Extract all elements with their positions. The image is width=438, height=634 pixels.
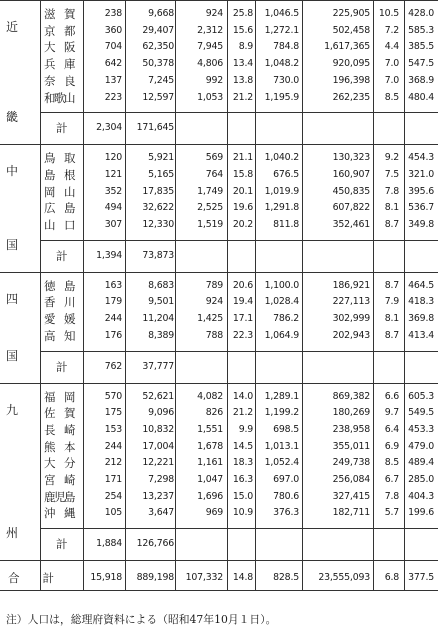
subtotal-label: 計 [56, 537, 68, 552]
prefecture-row-value-7: 7.8 [384, 490, 399, 502]
prefecture-row-value-5: 1,272.1 [264, 24, 299, 36]
grand-total-row-value-3: 107,332 [185, 572, 223, 584]
grid-line [0, 590, 438, 591]
prefecture-row-value-1: 179 [104, 296, 122, 308]
prefecture-row-value-7: 8.7 [384, 329, 399, 341]
prefecture-row-value-1: 176 [104, 329, 122, 341]
prefecture-row-value-5: 698.5 [273, 423, 299, 435]
prefecture-row-value-2: 3,647 [148, 507, 174, 519]
prefecture-row-value-1: 163 [104, 279, 122, 291]
prefecture-row-value-1: 642 [104, 58, 122, 70]
region-label: 九 [6, 402, 19, 417]
prefecture-row-value-7: 9.7 [384, 407, 399, 419]
prefecture-row-value-6: 225,905 [332, 8, 370, 19]
prefecture-row-value-1: 171 [104, 474, 122, 485]
grand-total-row-value-6: 23,555,093 [318, 572, 370, 584]
prefecture-row-value-6: 256,084 [332, 474, 370, 485]
prefecture-row-value-8: 428.0 [408, 8, 434, 19]
prefecture-row-value-7: 7.9 [384, 296, 399, 308]
prefecture-row-value-8: 368.9 [408, 74, 434, 86]
grid-line [40, 112, 438, 113]
prefecture-row-value-1: 212 [104, 457, 122, 469]
prefecture-row-value-7: 10.5 [378, 8, 399, 19]
prefecture-row-value-5: 811.8 [273, 219, 299, 230]
prefecture-row-value-2: 9,501 [148, 296, 174, 308]
prefecture-row-value-6: 607,822 [332, 202, 370, 214]
prefecture-row-value-5: 1,064.9 [264, 329, 299, 341]
prefecture-row-value-2: 32,622 [142, 202, 174, 214]
prefecture-row-value-6: 869,382 [332, 390, 370, 402]
prefecture-row-value-5: 676.5 [273, 168, 299, 180]
prefecture-row-value-2: 17,004 [142, 440, 174, 452]
prefecture-row-value-6: 130,323 [332, 152, 370, 164]
prefecture-row-value-3: 992 [205, 74, 223, 86]
prefecture-row-value-4: 10.9 [232, 507, 253, 519]
prefecture-row-value-3: 826 [205, 407, 223, 419]
prefecture-row-value-5: 1,040.2 [264, 152, 299, 164]
prefecture-row-value-7: 6.6 [384, 390, 399, 402]
prefecture-row-value-8: 413.4 [408, 329, 434, 341]
prefecture-row-value-4: 13.8 [232, 74, 253, 86]
prefecture-name: 和歌山 [44, 90, 74, 105]
prefecture-row-value-6: 196,398 [332, 74, 370, 86]
prefecture-row-value-3: 1,161 [197, 457, 223, 469]
prefecture-row-value-5: 1,013.1 [264, 440, 299, 452]
prefecture-row-value-6: 160,907 [332, 168, 370, 180]
prefecture-row-value-4: 9.9 [238, 423, 253, 435]
grid-line [302, 0, 303, 590]
prefecture-row-value-7: 7.8 [384, 185, 399, 197]
subtotal-label: 計 [56, 359, 68, 374]
prefecture-row-value-8: 479.0 [408, 440, 434, 452]
prefecture-row-value-7: 8.5 [384, 91, 399, 103]
prefecture-row-value-8: 199.6 [408, 507, 434, 519]
prefecture-name: 岡 山 [44, 184, 74, 199]
prefecture-row-value-5: 1,052.4 [264, 457, 299, 469]
prefecture-row-value-4: 19.6 [232, 202, 253, 214]
prefecture-row-value-1: 223 [104, 91, 122, 103]
prefecture-row-value-4: 20.1 [232, 185, 253, 197]
prefecture-row-value-8: 464.5 [408, 279, 434, 291]
prefecture-name: 佐 賀 [44, 406, 74, 421]
prefecture-row-value-1: 244 [104, 440, 122, 452]
grand-total-row-value-2: 889,198 [136, 572, 174, 584]
subtotal-label: 計 [56, 121, 68, 136]
prefecture-row-value-1: 121 [104, 168, 122, 180]
prefecture-name: 大 阪 [44, 40, 74, 55]
prefecture-row-value-3: 4,806 [197, 58, 223, 70]
prefecture-row-value-3: 1,749 [197, 185, 223, 197]
grid-line [40, 351, 438, 352]
prefecture-row-value-7: 7.0 [384, 58, 399, 70]
prefecture-row-value-7: 6.9 [384, 440, 399, 452]
prefecture-row-value-4: 20.6 [232, 279, 253, 291]
prefecture-row-value-6: 502,458 [332, 24, 370, 36]
grid-line [227, 0, 228, 590]
prefecture-row-value-8: 454.3 [408, 152, 434, 164]
prefecture-row-value-7: 6.7 [384, 474, 399, 485]
region-label: 国 [6, 237, 19, 252]
prefecture-row-value-3: 1,519 [197, 219, 223, 230]
prefecture-name: 香 川 [44, 295, 74, 310]
prefecture-row-value-4: 15.0 [232, 490, 253, 502]
region-label: 中 [6, 164, 19, 179]
prefecture-row-value-4: 18.3 [232, 457, 253, 469]
prefecture-row-value-5: 786.2 [273, 313, 299, 325]
prefecture-row-value-4: 25.8 [232, 8, 253, 19]
region-label: 近 [6, 20, 19, 34]
grid-line [404, 0, 405, 590]
prefecture-name: 兵 庫 [44, 57, 74, 72]
prefecture-row-value-8: 321.0 [408, 168, 434, 180]
prefecture-row-value-3: 1,425 [197, 313, 223, 325]
prefecture-row-value-2: 10,832 [142, 423, 174, 435]
prefecture-row-value-2: 50,378 [142, 58, 174, 70]
prefecture-row-value-6: 262,235 [332, 91, 370, 103]
prefecture-row-value-1: 360 [104, 24, 122, 36]
prefecture-row-value-2: 11,204 [142, 313, 174, 325]
prefecture-row-value-8: 404.3 [408, 490, 434, 502]
prefecture-row-value-2: 17,835 [142, 185, 174, 197]
prefecture-row-value-5: 1,291.8 [264, 202, 299, 214]
prefecture-row-value-5: 1,048.2 [264, 58, 299, 70]
prefecture-row-value-4: 17.1 [232, 313, 253, 325]
prefecture-row-value-8: 369.8 [408, 313, 434, 325]
grand-total-row-value-4: 14.8 [232, 572, 253, 584]
prefecture-row-value-8: 547.5 [408, 58, 434, 70]
prefecture-row-value-1: 254 [104, 490, 122, 502]
prefecture-row-value-7: 8.1 [384, 202, 399, 214]
prefecture-name: 山 口 [44, 218, 74, 232]
prefecture-row-value-5: 1,046.5 [264, 8, 299, 19]
prefecture-name: 熊 本 [44, 439, 74, 454]
prefecture-row-value-8: 585.3 [408, 24, 434, 36]
region-label: 四 [6, 291, 19, 306]
prefecture-row-value-8: 418.3 [408, 296, 434, 308]
prefecture-row-value-6: 450,835 [332, 185, 370, 197]
prefecture-row-value-8: 549.5 [408, 407, 434, 419]
prefecture-row-value-4: 8.9 [238, 41, 253, 53]
prefecture-row-value-8: 395.6 [408, 185, 434, 197]
prefecture-row-value-4: 21.2 [232, 407, 253, 419]
prefecture-row-value-6: 238,958 [332, 423, 370, 435]
subtotal-value-1: 762 [104, 360, 122, 372]
prefecture-row-value-6: 202,943 [332, 329, 370, 341]
prefecture-row-value-8: 480.4 [408, 91, 434, 103]
prefecture-row-value-5: 780.6 [273, 490, 299, 502]
subtotal-value-2: 171,645 [136, 122, 174, 134]
prefecture-row-value-6: 182,711 [332, 507, 370, 519]
grand-total-row-value-1: 15,918 [90, 572, 122, 584]
footnote: 注）人口は，総理府資料による（昭和47年10月１日）。 [6, 613, 277, 626]
grand-total-label: 合 計 [8, 571, 54, 586]
prefecture-row-value-6: 227,113 [332, 296, 370, 308]
prefecture-row-value-7: 5.7 [384, 507, 399, 519]
prefecture-row-value-6: 302,999 [332, 313, 370, 325]
prefecture-row-value-3: 1,678 [197, 440, 223, 452]
prefecture-row-value-3: 924 [205, 8, 223, 19]
prefecture-row-value-7: 7.5 [384, 168, 399, 180]
prefecture-row-value-6: 180,269 [332, 407, 370, 419]
prefecture-row-value-1: 137 [104, 74, 122, 86]
prefecture-row-value-2: 9,096 [148, 407, 174, 419]
prefecture-row-value-3: 789 [205, 279, 223, 291]
prefecture-row-value-1: 153 [104, 423, 122, 435]
subtotal-value-1: 1,394 [96, 249, 122, 261]
prefecture-row-value-1: 105 [104, 507, 122, 519]
prefecture-row-value-2: 7,298 [148, 474, 174, 485]
prefecture-row-value-3: 1,053 [197, 91, 223, 103]
prefecture-row-value-7: 8.5 [384, 457, 399, 469]
prefecture-row-value-8: 605.3 [408, 390, 434, 402]
prefecture-row-value-1: 120 [104, 152, 122, 164]
prefecture-row-value-3: 1,047 [197, 474, 223, 485]
prefecture-row-value-2: 5,165 [148, 168, 174, 180]
prefecture-row-value-6: 920,095 [332, 58, 370, 70]
grand-total-row-value-8: 377.5 [408, 572, 434, 584]
prefecture-row-value-8: 385.5 [408, 41, 434, 53]
prefecture-row-value-4: 21.2 [232, 91, 253, 103]
prefecture-row-value-5: 1,195.9 [264, 91, 299, 103]
subtotal-value-2: 73,873 [142, 249, 174, 261]
prefecture-row-value-3: 4,082 [197, 390, 223, 402]
prefecture-row-value-5: 730.0 [273, 74, 299, 86]
prefecture-row-value-3: 764 [205, 168, 223, 180]
grid-line [40, 528, 438, 529]
prefecture-name: 徳 島 [44, 278, 74, 293]
prefecture-row-value-1: 570 [104, 390, 122, 402]
prefecture-row-value-8: 536.7 [408, 202, 434, 214]
prefecture-row-value-4: 13.4 [232, 58, 253, 70]
prefecture-row-value-8: 349.8 [408, 219, 434, 230]
prefecture-row-value-5: 376.3 [273, 507, 299, 519]
prefecture-row-value-3: 2,312 [197, 24, 223, 36]
grid-line [40, 0, 41, 590]
prefecture-row-value-1: 352 [104, 185, 122, 197]
prefecture-row-value-7: 7.2 [384, 24, 399, 36]
prefecture-row-value-4: 16.3 [232, 474, 253, 485]
subtotal-value-2: 126,766 [136, 538, 174, 550]
prefecture-row-value-2: 8,683 [148, 279, 174, 291]
prefecture-row-value-6: 249,738 [332, 457, 370, 469]
prefecture-row-value-3: 569 [205, 152, 223, 164]
prefecture-name: 京 都 [44, 23, 74, 38]
prefecture-row-value-4: 19.4 [232, 296, 253, 308]
prefecture-name: 島 根 [44, 167, 74, 182]
prefecture-row-value-5: 1,100.0 [264, 279, 299, 291]
prefecture-row-value-2: 12,597 [142, 91, 174, 103]
prefecture-row-value-4: 21.1 [232, 152, 253, 164]
prefecture-row-value-5: 784.8 [273, 41, 299, 53]
prefecture-row-value-4: 14.0 [232, 390, 253, 402]
prefecture-row-value-2: 62,350 [142, 41, 174, 53]
prefecture-row-value-2: 5,921 [148, 152, 174, 164]
prefecture-row-value-2: 9,668 [148, 8, 174, 19]
prefecture-row-value-2: 13,237 [142, 490, 174, 502]
prefecture-name: 沖 縄 [44, 506, 74, 521]
prefecture-row-value-8: 453.3 [408, 423, 434, 435]
prefecture-row-value-4: 14.5 [232, 440, 253, 452]
prefecture-row-value-2: 7,245 [148, 74, 174, 86]
grid-line [40, 240, 438, 241]
prefecture-name: 鳥 取 [44, 151, 74, 166]
prefecture-row-value-8: 489.4 [408, 457, 434, 469]
grid-line [125, 0, 126, 590]
prefecture-row-value-6: 327,415 [332, 490, 370, 502]
prefecture-row-value-3: 788 [205, 329, 223, 341]
prefecture-row-value-3: 2,525 [197, 202, 223, 214]
grand-total-row-value-7: 6.8 [384, 572, 399, 584]
subtotal-label: 計 [56, 248, 68, 263]
prefecture-row-value-6: 1,617,365 [324, 41, 370, 53]
prefecture-row-value-2: 8,389 [148, 329, 174, 341]
prefecture-name: 広 島 [44, 201, 74, 216]
prefecture-name: 愛 媛 [44, 312, 74, 327]
prefecture-name: 滋 賀 [44, 7, 74, 21]
prefecture-row-value-4: 20.2 [232, 219, 253, 230]
prefecture-row-value-7: 8.1 [384, 313, 399, 325]
prefecture-name: 大 分 [44, 456, 74, 471]
prefecture-row-value-5: 697.0 [273, 474, 299, 485]
prefecture-row-value-6: 352,461 [332, 219, 370, 230]
prefecture-name: 高 知 [44, 328, 74, 343]
prefecture-row-value-6: 186,921 [332, 279, 370, 291]
prefecture-row-value-4: 15.6 [232, 24, 253, 36]
subtotal-value-1: 1,884 [96, 538, 122, 550]
prefecture-row-value-7: 9.2 [384, 152, 399, 164]
grid-line [255, 0, 256, 590]
prefecture-row-value-4: 15.8 [232, 168, 253, 180]
region-label: 州 [6, 526, 19, 541]
subtotal-value-1: 2,304 [96, 122, 122, 134]
prefecture-name: 奈 良 [44, 73, 74, 88]
prefecture-row-value-5: 1,199.2 [264, 407, 299, 419]
prefecture-row-value-1: 238 [104, 8, 122, 19]
prefecture-row-value-1: 244 [104, 313, 122, 325]
region-label: 畿 [6, 110, 19, 125]
prefecture-row-value-7: 8.7 [384, 279, 399, 291]
prefecture-row-value-7: 8.7 [384, 219, 399, 230]
prefecture-row-value-6: 355,011 [332, 440, 370, 452]
prefecture-row-value-2: 29,407 [142, 24, 174, 36]
grid-line [83, 0, 84, 590]
grid-line [373, 0, 374, 590]
prefecture-name: 宮 崎 [44, 473, 74, 487]
prefecture-row-value-5: 1,289.1 [264, 390, 299, 402]
prefecture-row-value-1: 494 [104, 202, 122, 214]
prefecture-row-value-2: 12,221 [142, 457, 174, 469]
prefecture-row-value-4: 22.3 [232, 329, 253, 341]
prefecture-row-value-7: 7.0 [384, 74, 399, 86]
prefecture-row-value-3: 7,945 [197, 41, 223, 53]
prefecture-row-value-3: 969 [205, 507, 223, 519]
prefecture-row-value-7: 4.4 [384, 41, 399, 53]
prefecture-row-value-7: 6.4 [384, 423, 399, 435]
prefecture-row-value-3: 924 [205, 296, 223, 308]
prefecture-name: 鹿児島 [44, 489, 74, 504]
subtotal-value-2: 37,777 [142, 360, 174, 372]
grid-line [175, 0, 176, 590]
prefecture-row-value-2: 52,621 [142, 390, 174, 402]
prefecture-name: 福 岡 [44, 389, 74, 404]
prefecture-row-value-3: 1,551 [197, 423, 223, 435]
prefecture-row-value-1: 704 [104, 41, 122, 53]
prefecture-row-value-3: 1,696 [197, 490, 223, 502]
prefecture-row-value-2: 12,330 [142, 219, 174, 230]
grand-total-row-value-5: 828.5 [273, 572, 299, 584]
prefecture-row-value-5: 1,028.4 [264, 296, 299, 308]
prefecture-row-value-8: 285.0 [408, 474, 434, 485]
prefecture-row-value-1: 307 [104, 219, 122, 230]
prefecture-row-value-5: 1,019.9 [264, 185, 299, 197]
region-label: 国 [6, 348, 19, 363]
prefecture-row-value-1: 175 [104, 407, 122, 419]
prefecture-name: 長 崎 [44, 422, 74, 437]
